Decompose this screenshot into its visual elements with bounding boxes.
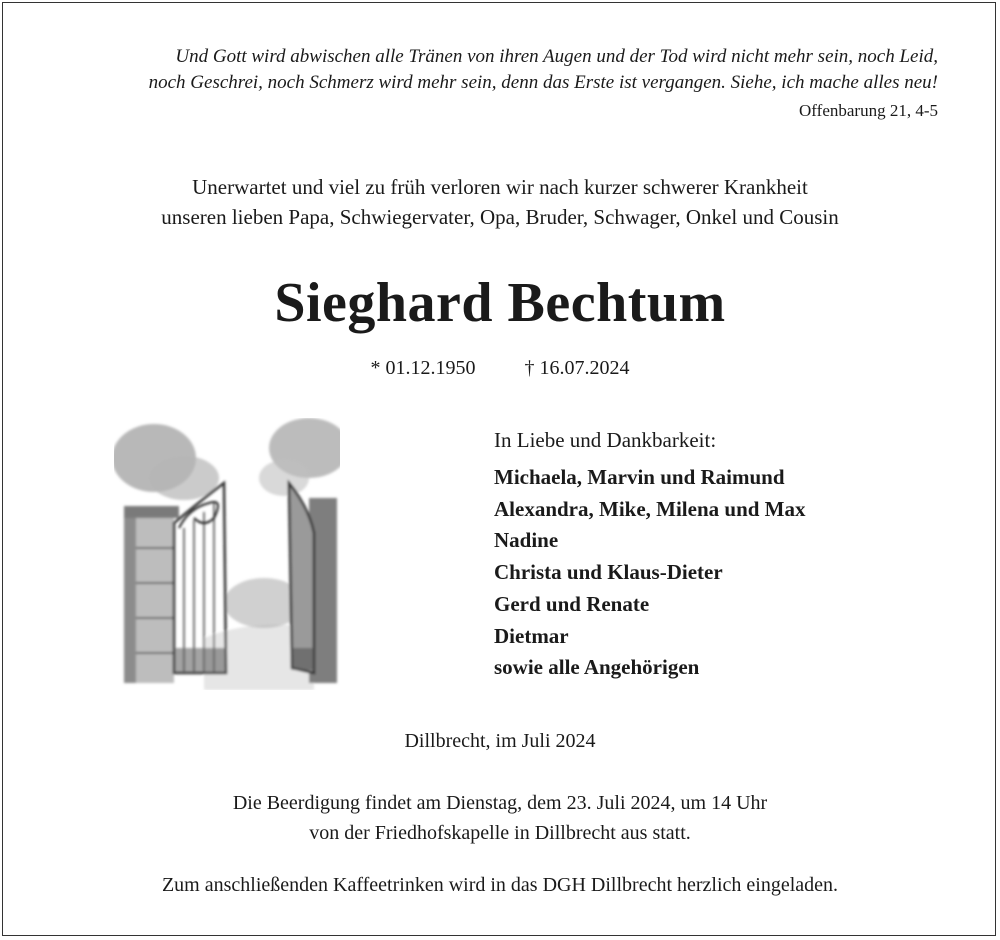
funeral-line-2: von der Friedhofskapelle in Dillbrecht aus statt.	[309, 822, 691, 844]
birth-date: * 01.12.1950	[370, 357, 476, 379]
coffee-invitation: Zum anschließenden Kaffeetrinken wird in das DGH Dillbrecht herzlich eingeladen.	[161, 874, 839, 896]
funeral-line-1: Die Beerdigung findet am Dienstag, dem 23. Juli 2024, um 14 Uhr	[232, 792, 768, 814]
bible-quote	[40, 44, 938, 96]
quote-line-1: Und Gott wird abwischen alle Tränen von ihren Augen und der Tod wird nicht mehr sein, noch Leid,	[175, 46, 938, 67]
intro-line-2: unseren lieben Papa, Schwiegervater, Opa, Bruder, Schwager, Onkel und Cousin	[161, 205, 839, 229]
intro-line-1: Unerwartet und viel zu früh verloren wir nach kurzer schwerer Krankheit	[192, 175, 808, 199]
quote-source: Offenbarung 21, 4-5	[799, 101, 938, 120]
funeral-info	[0, 788, 1000, 848]
mourner-name: Dietmar	[494, 623, 569, 648]
death-date: † 16.07.2024	[524, 357, 630, 379]
deceased-name: Sieghard Bechtum	[274, 272, 726, 334]
mourners-lead: In Liebe und Dankbarkeit:	[494, 428, 717, 452]
mourner-name: Gerd und Renate	[494, 591, 650, 616]
garden-gate-image	[114, 418, 340, 690]
mourner-name: Nadine	[494, 528, 559, 553]
mourners-list	[494, 424, 806, 684]
mourner-name: sowie alle Angehörigen	[494, 655, 700, 680]
mourner-name: Christa und Klaus-Dieter	[494, 560, 723, 585]
life-dates	[0, 357, 1000, 380]
mourner-name: Alexandra, Mike, Milena und Max	[494, 496, 806, 521]
place-and-date: Dillbrecht, im Juli 2024	[404, 730, 596, 752]
intro-text	[0, 172, 1000, 232]
mourner-name: Michaela, Marvin und Raimund	[494, 465, 785, 489]
quote-line-2: noch Geschrei, noch Schmerz wird mehr sein, denn das Erste ist vergangen. Siehe, ich mache alles neu!	[148, 72, 938, 93]
